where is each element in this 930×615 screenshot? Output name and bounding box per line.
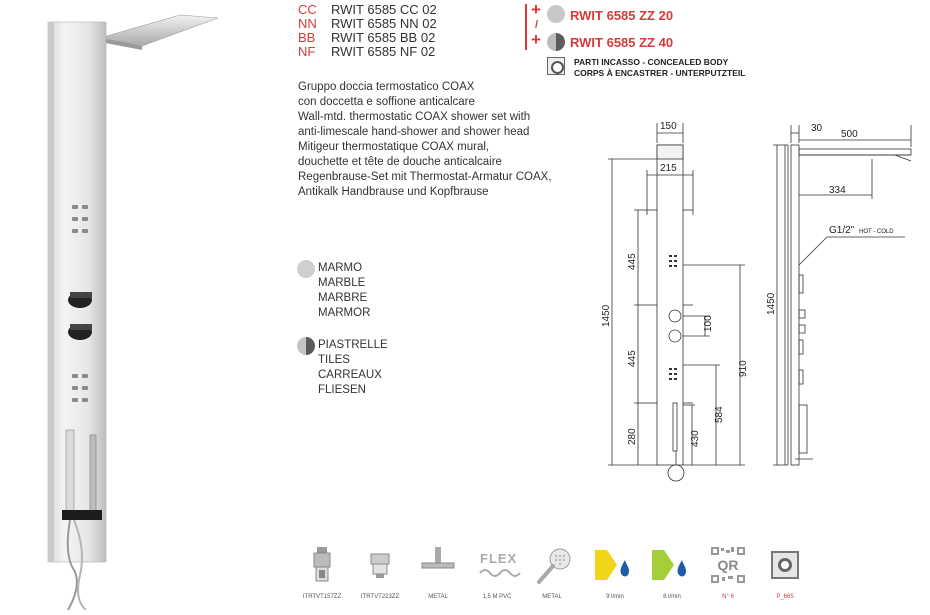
finish-abbrev: BB bbox=[298, 30, 316, 45]
concealed-body-icon bbox=[547, 57, 565, 75]
side-technical-drawing bbox=[755, 115, 925, 495]
flow-rate-green-icon bbox=[650, 548, 690, 582]
flex-hose-caption: 1,5 M PVC bbox=[482, 594, 512, 600]
option-separator: / bbox=[535, 19, 539, 31]
description-line: Wall-mtd. thermostatic COAX shower set with bbox=[298, 111, 531, 123]
description-line: douchette et tête de douche anticalcaire bbox=[298, 156, 502, 168]
tiles-swatch-icon bbox=[297, 337, 315, 355]
description-line: con doccetta e soffione anticalcare bbox=[298, 96, 475, 108]
options-bracket bbox=[525, 4, 527, 50]
material-label: TILES bbox=[318, 354, 350, 366]
material-label: MARMO bbox=[318, 262, 363, 274]
concealed-body-label-fr-de: CORPS À ENCASTRER - UNTERPUTZTEIL bbox=[574, 68, 746, 78]
option-code-marble: RWIT 6585 ZZ 20 bbox=[570, 8, 674, 23]
finish-code-row bbox=[298, 45, 435, 59]
flow-rate-yellow-icon bbox=[593, 548, 633, 582]
flow-rate-green-caption: 8 l/min bbox=[663, 594, 681, 600]
flex-hose-icon bbox=[478, 566, 522, 580]
description-line: Mitigeur thermostatique COAX mural, bbox=[298, 141, 490, 153]
dim-910-label: 910 bbox=[738, 360, 749, 377]
connection-thread-label: G1/2" bbox=[829, 225, 855, 236]
cartridge-icon bbox=[311, 545, 333, 585]
material-label: PIASTRELLE bbox=[318, 339, 388, 351]
option-code-tiles: RWIT 6585 ZZ 40 bbox=[570, 35, 674, 50]
hand-shower-caption: METAL bbox=[542, 594, 562, 600]
product-code: RWIT 6585 NF 02 bbox=[331, 44, 436, 59]
flex-hose-label: FLEX bbox=[480, 551, 518, 566]
cartridge-icon bbox=[368, 550, 392, 580]
dim-500-label: 500 bbox=[841, 129, 858, 140]
product-code: RWIT 6585 BB 02 bbox=[331, 30, 436, 45]
plus-icon: + bbox=[531, 30, 541, 49]
qr-caption: N° 6 bbox=[722, 594, 734, 600]
finish-abbrev: NF bbox=[298, 44, 316, 59]
product-photo bbox=[30, 10, 230, 610]
dim-334-label: 334 bbox=[829, 185, 846, 196]
concealed-part-caption: P_665 bbox=[776, 594, 794, 600]
shower-head-caption: METAL bbox=[428, 594, 448, 600]
finish-code-row bbox=[298, 17, 437, 31]
dim-100-label: 100 bbox=[703, 315, 714, 332]
cartridge-caption: ITRTVT223ZZ bbox=[360, 594, 400, 600]
dim-215-label: 215 bbox=[660, 163, 677, 174]
material-label: FLIESEN bbox=[318, 384, 366, 396]
concealed-body-label: PARTI INCASSO - CONCEALED BODY bbox=[574, 57, 729, 67]
hand-shower-icon bbox=[536, 547, 572, 585]
flow-rate-yellow-caption: 9 l/min bbox=[606, 594, 624, 600]
dim-280-label: 280 bbox=[627, 428, 638, 445]
finish-code-row bbox=[298, 3, 437, 17]
finish-abbrev: NN bbox=[298, 16, 317, 31]
material-label: MARBLE bbox=[318, 277, 366, 289]
product-code: RWIT 6585 CC 02 bbox=[331, 2, 437, 17]
finish-code-row bbox=[298, 31, 435, 45]
dim-1450-label: 1450 bbox=[601, 304, 612, 327]
dim-150-label: 150 bbox=[660, 121, 677, 132]
marble-swatch-icon bbox=[547, 5, 565, 23]
cartridge-caption: ITRTVT157ZZ bbox=[302, 594, 342, 600]
finish-abbrev: CC bbox=[298, 2, 317, 17]
concealed-part-icon bbox=[771, 551, 799, 579]
dim-1450-side-label: 1450 bbox=[766, 292, 777, 315]
qr-label: QR bbox=[717, 557, 739, 573]
description-line: Regenbrause-Set mit Thermostat-Armatur COAX, bbox=[298, 171, 552, 183]
material-label: MARBRE bbox=[318, 292, 368, 304]
description-line: Gruppo doccia termostatico COAX bbox=[298, 81, 475, 93]
marble-swatch-icon bbox=[297, 260, 315, 278]
dim-430-label: 430 bbox=[690, 430, 701, 447]
tiles-swatch-icon bbox=[547, 33, 565, 51]
dim-30-label: 30 bbox=[811, 123, 823, 134]
material-label: MARMOR bbox=[318, 307, 371, 319]
product-description bbox=[298, 80, 552, 200]
hot-cold-label: HOT - COLD bbox=[859, 229, 894, 235]
shower-head-icon bbox=[420, 547, 456, 575]
material-label: CARREAUX bbox=[318, 369, 382, 381]
material-marble bbox=[318, 261, 370, 321]
material-tiles bbox=[318, 338, 388, 398]
description-line: anti-limescale hand-shower and shower head bbox=[298, 126, 530, 138]
dim-584-label: 584 bbox=[714, 406, 725, 423]
front-technical-drawing bbox=[590, 115, 760, 495]
plus-icon: + bbox=[531, 0, 541, 19]
dim-445-lower-label: 445 bbox=[627, 350, 638, 367]
description-line: Antikalk Handbrause und Kopfbrause bbox=[298, 186, 489, 198]
dim-445-upper-label: 445 bbox=[627, 253, 638, 270]
product-code: RWIT 6585 NN 02 bbox=[331, 16, 437, 31]
